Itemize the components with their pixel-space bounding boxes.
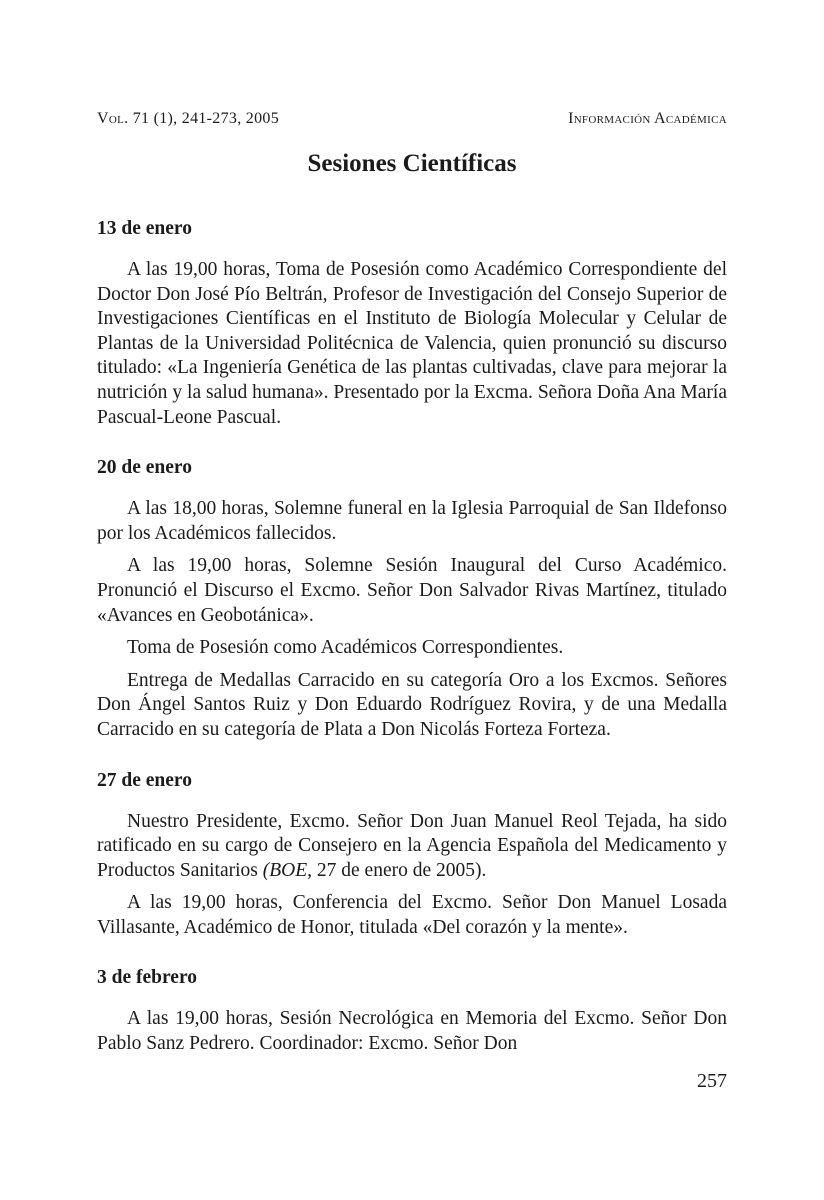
running-header	[97, 110, 727, 134]
session-paragraph: A las 19,00 horas, Conferencia del Excmo. Señor Don Manuel Losada Villasante, Académico de Honor, titulada «Del corazón y la mente».	[97, 892, 727, 938]
session-date: 13 de enero	[97, 218, 192, 239]
session-paragraph	[97, 810, 727, 884]
section-label: Información Académica	[568, 110, 727, 127]
session-date: 27 de enero	[97, 769, 192, 791]
session-paragraph: Entrega de Medallas Carracido en su categoría Oro a los Excmos. Señores Don Ángel Santos Ruiz y Don Eduardo Rodríguez Rovira, y de una Medalla Carracido en su categoría de Plata a Don Nicolás Forteza Forteza.	[97, 669, 727, 740]
page-title: Sesiones Científicas	[307, 150, 517, 177]
session-entry-13-enero	[97, 214, 727, 430]
journal-volume: Vol. 71 (1), 241-273, 2005	[97, 110, 280, 127]
session-entry-20-enero	[97, 453, 727, 742]
session-paragraph: A las 18,00 horas, Solemne funeral en la Iglesia Parroquial de San Ildefonso por los Académicos fallecidos.	[97, 498, 727, 544]
paragraph-text: Nuestro Presidente, Excmo. Señor Don Juan Manuel Reol Tejada, ha sido ratificado en su cargo de Consejero en la Agencia Española del Medicamento y Productos Sanitarios	[97, 810, 727, 881]
session-paragraph: Toma de Posesión como Académicos Correspondientes.	[127, 637, 564, 659]
citation-source: (BOE,	[262, 859, 313, 881]
session-entry-3-febrero	[97, 963, 727, 1056]
session-date: 3 de febrero	[97, 967, 198, 989]
session-paragraph: A las 19,00 horas, Toma de Posesión como Académico Correspondiente del Doctor Don José Pío Beltrán, Profesor de Investigación del Consejo Superior de Investigaciones Científicas en el Instituto de Biología Molecular y Celular de Plantas de la Universidad Politécnica de Valencia, quien pronunció su discurso titulado: «La Ingeniería Genética de las plantas cultivadas, clave para mejorar la nutrición y la salud humana». Presentado por la Excma. Señora Doña Ana María Pascual-Leone Pascual.	[97, 259, 727, 428]
session-paragraph: A las 19,00 horas, Sesión Necrológica en Memoria del Excmo. Señor Don Pablo Sanz Pedrero. Coordinador: Excmo. Señor Don	[97, 1008, 727, 1055]
session-date: 20 de enero	[97, 457, 192, 479]
citation-date: 27 de enero de 2005).	[312, 859, 487, 881]
session-entry-27-enero	[97, 766, 727, 941]
session-paragraph: A las 19,00 horas, Solemne Sesión Inaugural del Curso Académico. Pronunció el Discurso el Excmo. Señor Don Salvador Rivas Martínez, titulado «Avances en Geobotánica».	[97, 555, 727, 626]
page-number: 257	[697, 1070, 727, 1092]
main-content	[97, 214, 727, 1080]
